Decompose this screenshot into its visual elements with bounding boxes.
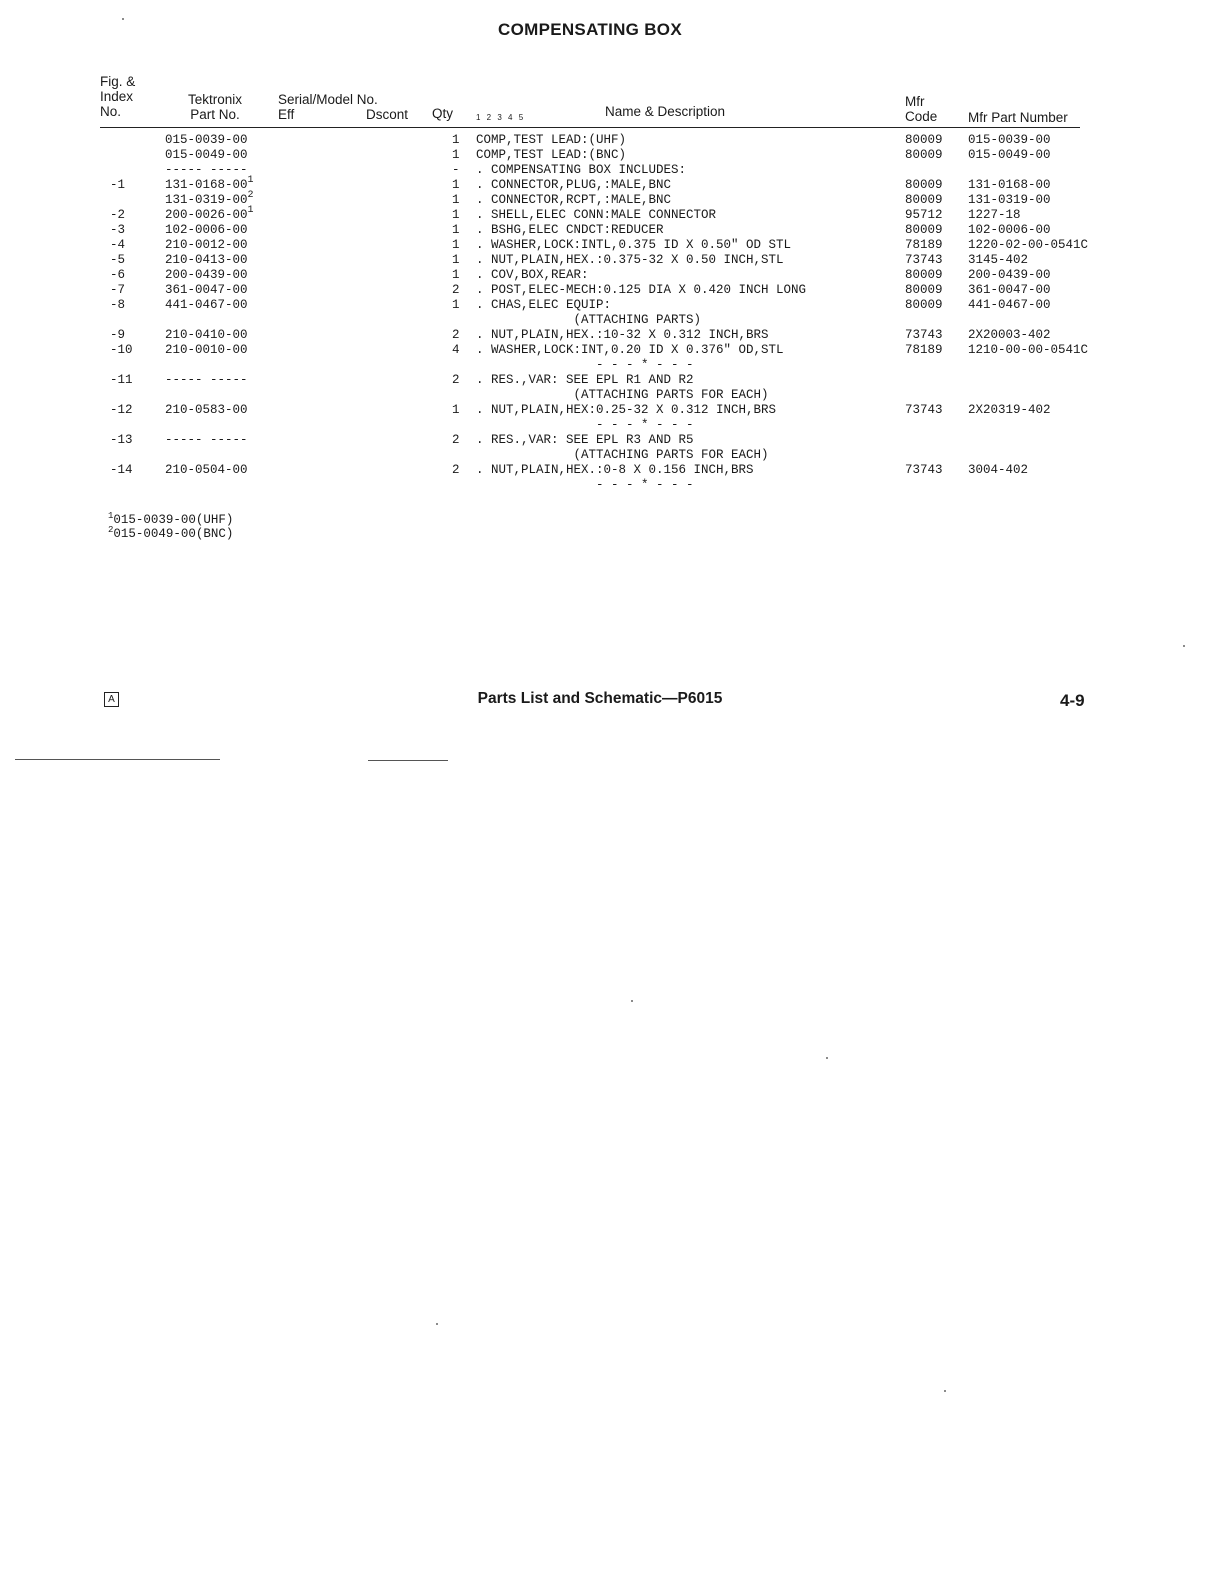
mfr-part-number: 131-0319-00 [968, 193, 1051, 207]
scan-speck [944, 1390, 946, 1392]
table-row [0, 448, 1224, 463]
mfr-part-number: 2X20003-402 [968, 328, 1051, 342]
quantity: 1 [452, 238, 460, 252]
mfr-code: 78189 [905, 238, 943, 252]
header-mfr-part-number: Mfr Part Number [968, 110, 1068, 125]
tektronix-part-number [165, 283, 248, 298]
quantity: 2 [452, 433, 460, 447]
tektronix-part-number [165, 403, 248, 418]
footnote-marker: 1 [247, 205, 254, 216]
tektronix-part-number [165, 343, 248, 358]
footnote-1 [108, 513, 233, 527]
footnote-marker: 1 [247, 175, 254, 186]
footnote-2-mark: 2 [108, 525, 114, 535]
tektronix-part-number [165, 133, 248, 148]
scan-speck [826, 1057, 828, 1059]
index-number: -7 [110, 283, 126, 297]
footer-title: Parts List and Schematic—P6015 [477, 690, 723, 707]
mfr-part-number: 3004-402 [968, 463, 1029, 477]
table-row [0, 238, 1224, 253]
tektronix-part-number [165, 148, 248, 163]
index-number: -9 [110, 328, 126, 342]
description: COMP,TEST LEAD:(UHF) [476, 133, 627, 147]
mfr-code: 80009 [905, 148, 943, 162]
tektronix-part-number [165, 205, 254, 223]
header-fig-line2: Index [100, 89, 134, 104]
mfr-part-number: 131-0168-00 [968, 178, 1051, 192]
header-fig-index [100, 74, 135, 119]
tektronix-part-number [165, 373, 248, 388]
part-number-text: 210-0410-00 [165, 328, 248, 342]
table-row [0, 358, 1224, 373]
footnote-1-text: 015-0039-00(UHF) [113, 513, 234, 527]
header-mfr-line1: Mfr [905, 94, 925, 109]
quantity: 2 [452, 328, 460, 342]
part-number-text: 210-0010-00 [165, 343, 248, 357]
quantity: - [452, 163, 460, 177]
footnote-2 [108, 527, 233, 541]
mfr-code: 73743 [905, 253, 943, 267]
scan-speck [631, 1000, 633, 1002]
quantity: 1 [452, 178, 460, 192]
scan-speck [436, 1323, 438, 1325]
footnote-marker: 2 [247, 190, 254, 201]
description: (ATTACHING PARTS FOR EACH) [476, 388, 769, 402]
part-number-text: 200-0026-00 [165, 208, 248, 222]
page-number: 4-9 [1060, 691, 1085, 710]
description: . CONNECTOR,RCPT,:MALE,BNC [476, 193, 672, 207]
table-row [0, 298, 1224, 313]
mfr-part-number: 1210-00-00-0541C [968, 343, 1089, 357]
quantity: 4 [452, 343, 460, 357]
mfr-code: 80009 [905, 133, 943, 147]
tektronix-part-number [165, 163, 248, 178]
mfr-part-number: 441-0467-00 [968, 298, 1051, 312]
description: . CHAS,ELEC EQUIP: [476, 298, 612, 312]
part-number-text: ----- ----- [165, 373, 248, 387]
part-number-text: 131-0168-00 [165, 178, 248, 192]
description: - - - * - - - [476, 358, 694, 372]
revision-box-icon: A [104, 692, 119, 707]
header-mfr-line2: Code [905, 109, 938, 124]
tektronix-part-number [165, 190, 254, 208]
quantity: 2 [452, 283, 460, 297]
tektronix-part-number [165, 463, 248, 478]
quantity: 1 [452, 133, 460, 147]
footnote-2-text: 015-0049-00(BNC) [113, 527, 234, 541]
part-number-text: 131-0319-00 [165, 193, 248, 207]
mfr-part-number: 200-0439-00 [968, 268, 1051, 282]
description: . CONNECTOR,PLUG,:MALE,BNC [476, 178, 672, 192]
description: . WASHER,LOCK:INTL,0.375 ID X 0.50" OD STL [476, 238, 792, 252]
table-row [0, 388, 1224, 403]
mfr-part-number: 102-0006-00 [968, 223, 1051, 237]
table-row [0, 253, 1224, 268]
quantity: 1 [452, 298, 460, 312]
part-number-text: ----- ----- [165, 433, 248, 447]
description: . NUT,PLAIN,HEX.:0.375-32 X 0.50 INCH,STL [476, 253, 784, 267]
page-title: COMPENSATING BOX [498, 20, 682, 39]
index-number: -13 [110, 433, 133, 447]
scan-speck [122, 18, 124, 20]
description: (ATTACHING PARTS FOR EACH) [476, 448, 769, 462]
mfr-part-number: 015-0039-00 [968, 133, 1051, 147]
header-serial-dscont: Dscont [365, 107, 408, 122]
header-tek-line1: Tektronix [187, 92, 243, 107]
index-number: -4 [110, 238, 126, 252]
mfr-part-number: 2X20319-402 [968, 403, 1051, 417]
table-row [0, 328, 1224, 343]
mfr-code: 80009 [905, 283, 943, 297]
tektronix-part-number [165, 268, 248, 283]
tektronix-part-number [165, 328, 248, 343]
part-number-text: 102-0006-00 [165, 223, 248, 237]
mfr-code: 80009 [905, 223, 943, 237]
part-number-text: 210-0583-00 [165, 403, 248, 417]
table-row [0, 313, 1224, 328]
quantity: 1 [452, 253, 460, 267]
scan-artifact-line [15, 759, 220, 760]
scan-artifact-line [368, 760, 448, 761]
header-serial-eff: Eff [278, 107, 295, 122]
mfr-part-number: 1220-02-00-0541C [968, 238, 1089, 252]
description: . BSHG,ELEC CNDCT:REDUCER [476, 223, 664, 237]
table-row [0, 478, 1224, 493]
quantity: 1 [452, 208, 460, 222]
header-name-description: Name & Description [605, 104, 726, 119]
mfr-part-number: 3145-402 [968, 253, 1029, 267]
mfr-code: 80009 [905, 268, 943, 282]
table-row [0, 205, 1224, 223]
tektronix-part-number [165, 175, 254, 193]
footnotes [108, 513, 233, 541]
description: . RES.,VAR: SEE EPL R1 AND R2 [476, 373, 694, 387]
table-row [0, 343, 1224, 358]
index-number: -11 [110, 373, 133, 387]
mfr-code: 80009 [905, 298, 943, 312]
mfr-code: 73743 [905, 403, 943, 417]
description: - - - * - - - [476, 478, 694, 492]
mfr-code: 80009 [905, 178, 943, 192]
index-number: -14 [110, 463, 133, 477]
description: . COV,BOX,REAR: [476, 268, 589, 282]
part-number-text: 200-0439-00 [165, 268, 248, 282]
footnote-1-mark: 1 [108, 511, 114, 521]
index-number: -6 [110, 268, 126, 282]
header-indent-columns: 1 2 3 4 5 [476, 113, 526, 122]
description: . NUT,PLAIN,HEX.:10-32 X 0.312 INCH,BRS [476, 328, 769, 342]
description: . NUT,PLAIN,HEX:0.25-32 X 0.312 INCH,BRS [476, 403, 777, 417]
description: . WASHER,LOCK:INT,0.20 ID X 0.376" OD,STL [476, 343, 784, 357]
table-row [0, 373, 1224, 388]
mfr-code: 95712 [905, 208, 943, 222]
quantity: 1 [452, 268, 460, 282]
table-row [0, 190, 1224, 208]
header-fig-line3: No. [100, 104, 122, 119]
table-row [0, 175, 1224, 193]
quantity: 2 [452, 373, 460, 387]
quantity: 2 [452, 463, 460, 477]
part-number-text: 210-0504-00 [165, 463, 248, 477]
description: COMP,TEST LEAD:(BNC) [476, 148, 627, 162]
description: . NUT,PLAIN,HEX.:0-8 X 0.156 INCH,BRS [476, 463, 754, 477]
part-number-text: 015-0049-00 [165, 148, 248, 162]
mfr-part-number: 015-0049-00 [968, 148, 1051, 162]
tektronix-part-number [165, 433, 248, 448]
description: . SHELL,ELEC CONN:MALE CONNECTOR [476, 208, 717, 222]
table-row [0, 133, 1224, 148]
part-number-text: ----- ----- [165, 163, 248, 177]
description: . COMPENSATING BOX INCLUDES: [476, 163, 687, 177]
tektronix-part-number [165, 298, 248, 313]
mfr-code: 80009 [905, 193, 943, 207]
index-number: -1 [110, 178, 126, 192]
tektronix-part-number [165, 238, 248, 253]
description: . RES.,VAR: SEE EPL R3 AND R5 [476, 433, 694, 447]
table-row [0, 463, 1224, 478]
part-number-text: 361-0047-00 [165, 283, 248, 297]
header-tektronix [165, 92, 265, 122]
quantity: 1 [452, 223, 460, 237]
description: . POST,ELEC-MECH:0.125 DIA X 0.420 INCH LONG [476, 283, 807, 297]
tektronix-part-number [165, 223, 248, 238]
index-number: -2 [110, 208, 126, 222]
header-rule [100, 127, 1080, 128]
index-number: -3 [110, 223, 126, 237]
mfr-code: 78189 [905, 343, 943, 357]
table-row [0, 418, 1224, 433]
table-row [0, 223, 1224, 238]
table-row [0, 283, 1224, 298]
index-number: -10 [110, 343, 133, 357]
mfr-code: 73743 [905, 463, 943, 477]
table-row [0, 268, 1224, 283]
quantity: 1 [452, 148, 460, 162]
mfr-part-number: 1227-18 [968, 208, 1021, 222]
part-number-text: 210-0012-00 [165, 238, 248, 252]
header-tek-line2: Part No. [190, 107, 240, 122]
table-row [0, 148, 1224, 163]
scan-speck [1183, 645, 1185, 647]
header-serial [278, 92, 408, 122]
header-fig-line1: Fig. & [100, 74, 136, 89]
index-number: -5 [110, 253, 126, 267]
header-mfr-code [905, 94, 937, 124]
header-serial-line1: Serial/Model No. [278, 92, 378, 107]
table-row [0, 163, 1224, 178]
description: - - - * - - - [476, 418, 694, 432]
mfr-part-number: 361-0047-00 [968, 283, 1051, 297]
index-number: -12 [110, 403, 133, 417]
description: (ATTACHING PARTS) [476, 313, 702, 327]
part-number-text: 210-0413-00 [165, 253, 248, 267]
part-number-text: 015-0039-00 [165, 133, 248, 147]
quantity: 1 [452, 193, 460, 207]
quantity: 1 [452, 403, 460, 417]
tektronix-part-number [165, 253, 248, 268]
table-row [0, 403, 1224, 418]
table-row [0, 433, 1224, 448]
index-number: -8 [110, 298, 126, 312]
part-number-text: 441-0467-00 [165, 298, 248, 312]
header-qty: Qty [432, 106, 454, 121]
mfr-code: 73743 [905, 328, 943, 342]
